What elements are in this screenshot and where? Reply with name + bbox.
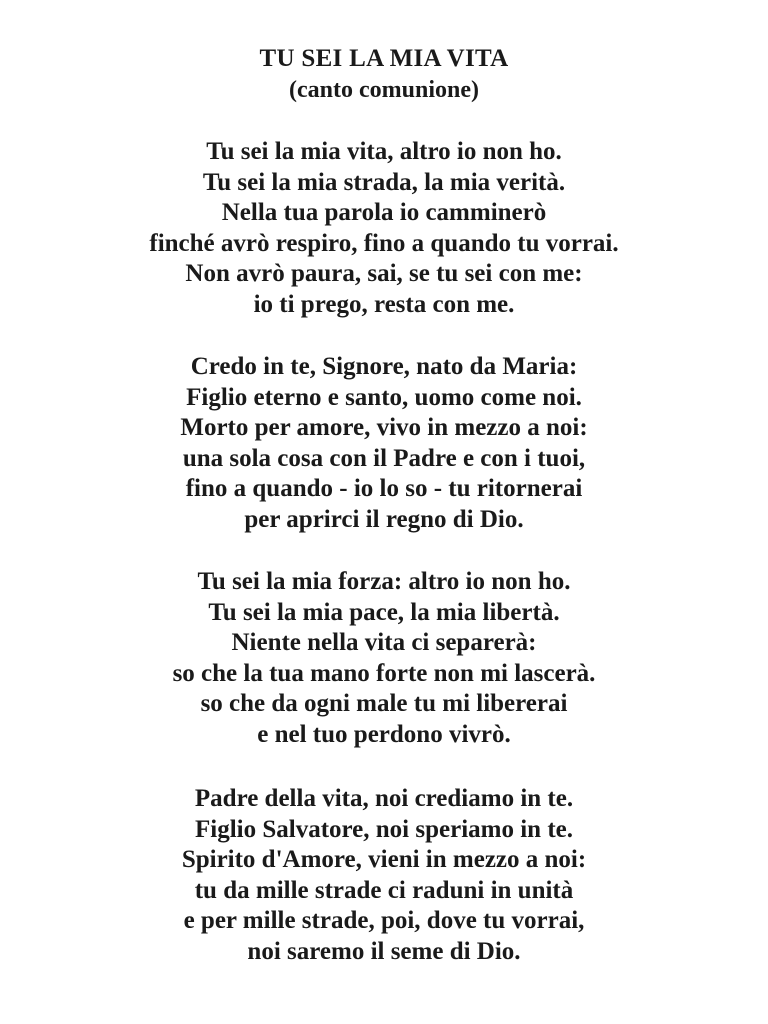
song-subtitle: (canto comunione) <box>289 77 479 103</box>
song-title: TU SEI LA MIA VITA <box>259 45 509 72</box>
stanza-line: e per mille strade, poi, dove tu vorrai, <box>183 907 585 935</box>
stanza-1 <box>0 137 768 321</box>
stanza-line: Morto per amore, vivo in mezzo a noi: <box>180 414 588 442</box>
stanza-line: io ti prego, resta con me. <box>253 290 515 318</box>
stanza-line: Tu sei la mia forza: altro io non ho. <box>197 568 571 595</box>
stanza-line: Non avrò paura, sai, se tu sei con me: <box>185 260 583 288</box>
stanza-line: Niente nella vita ci separerà: <box>231 629 537 657</box>
stanza-line: Tu sei la mia pace, la mia libertà. <box>208 598 560 626</box>
stanza-2 <box>0 352 768 536</box>
stanza-line: Spirito d'Amore, vieni in mezzo a noi: <box>181 846 587 874</box>
stanza-line: Padre della vita, noi crediamo in te. <box>194 785 574 812</box>
stanza-line: e nel tuo perdono vivrò. <box>257 720 511 748</box>
stanza-line: noi saremo il seme di Dio. <box>247 937 521 965</box>
stanza-line: so che la tua mano forte non mi lascerà. <box>172 659 596 687</box>
stanza-line: Credo in te, Signore, nato da Maria: <box>190 353 578 380</box>
stanza-line: Figlio Salvatore, noi speriamo in te. <box>195 815 573 843</box>
stanza-line: finché avrò respiro, fino a quando tu vorrai. <box>149 229 619 257</box>
stanza-4 <box>0 784 768 968</box>
stanza-line: una sola cosa con il Padre e con i tuoi, <box>182 444 586 472</box>
stanza-line: Figlio eterno e santo, uomo come noi. <box>186 383 582 411</box>
stanza-3 <box>0 567 768 751</box>
stanza-line: fino a quando - io lo so - tu ritornerai <box>185 475 583 503</box>
stanza-line: so che da ogni male tu mi libererai <box>200 690 568 718</box>
stanza-line: Tu sei la mia strada, la mia verità. <box>202 168 566 196</box>
stanza-line: Tu sei la mia vita, altro io non ho. <box>206 138 562 165</box>
stanza-line: per aprirci il regno di Dio. <box>244 505 524 533</box>
stanza-line: Nella tua parola io camminerò <box>221 199 547 227</box>
stanza-line: tu da mille strade ci raduni in unità <box>194 876 574 904</box>
